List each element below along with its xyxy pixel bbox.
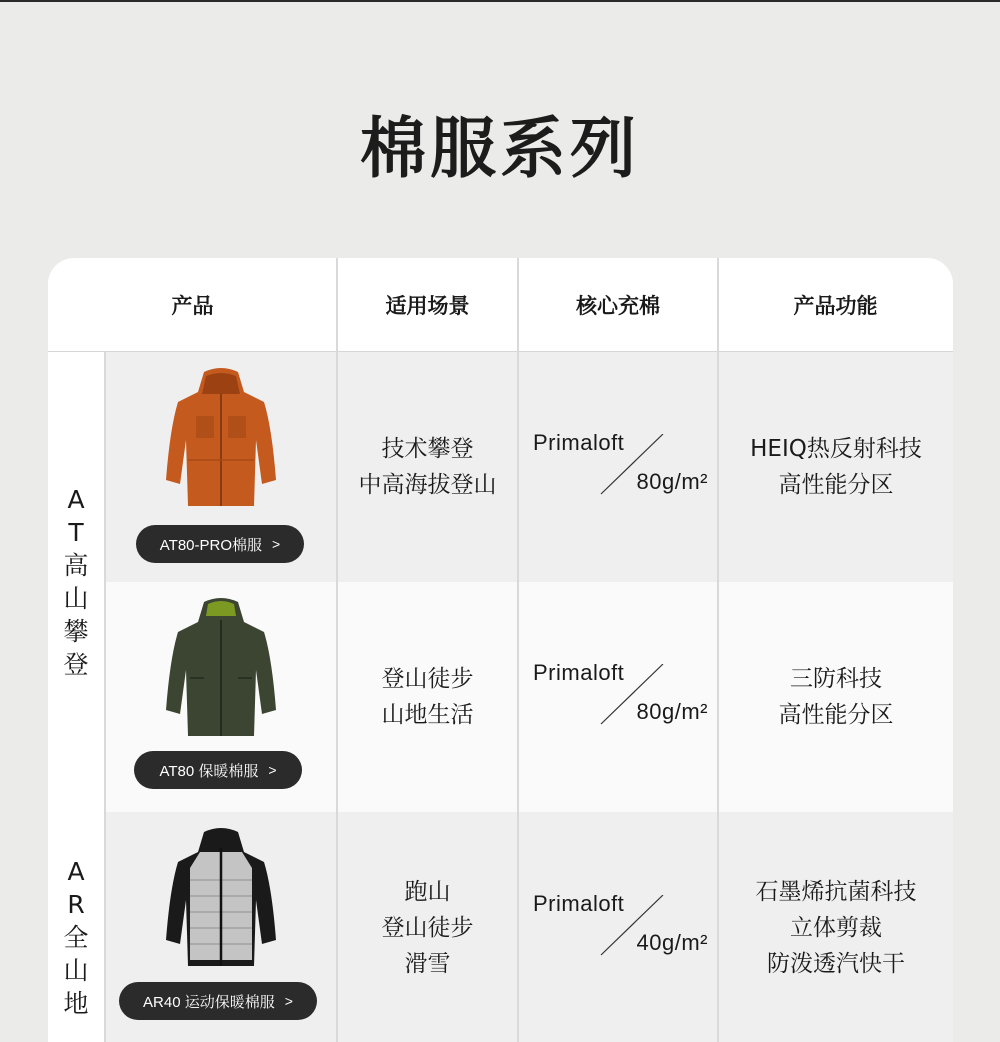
group-ar-all-terrain bbox=[48, 812, 104, 1042]
fill-weight: 80g/m² bbox=[636, 699, 708, 724]
chevron-right-icon: > bbox=[268, 762, 277, 778]
orange-jacket-icon bbox=[160, 368, 282, 518]
group-char: 攀 bbox=[63, 617, 89, 646]
green-jacket-icon bbox=[160, 598, 282, 748]
group-char: 登 bbox=[63, 650, 89, 679]
fill-weight: 80g/m² bbox=[636, 469, 708, 494]
group-char: 高 bbox=[63, 551, 89, 580]
product-name: AT80 保暖棉服 bbox=[159, 762, 259, 780]
header-features: 产品功能 bbox=[793, 294, 878, 318]
fill-cell bbox=[519, 582, 718, 812]
group-at-mountaineering bbox=[48, 352, 104, 812]
header-fill: 核心充棉 bbox=[576, 294, 660, 318]
product-cell bbox=[105, 582, 337, 812]
features-cell bbox=[719, 812, 953, 1042]
scene-cell bbox=[337, 582, 518, 812]
chevron-right-icon: > bbox=[284, 993, 293, 1009]
product-link-ar40[interactable] bbox=[119, 982, 317, 1020]
feature-item: 防泼透汽快干 bbox=[767, 951, 905, 977]
hybrid-jacket-icon bbox=[160, 828, 282, 978]
fill-cell bbox=[519, 812, 718, 1042]
fill-brand: Primaloft bbox=[533, 660, 625, 685]
scene-item: 山地生活 bbox=[381, 702, 474, 728]
comparison-table bbox=[48, 258, 953, 1042]
scene-item: 跑山 bbox=[404, 879, 451, 905]
feature-item: 高性能分区 bbox=[778, 702, 894, 728]
group-char: 地 bbox=[63, 988, 89, 1018]
features-cell bbox=[719, 352, 953, 582]
group-char: T bbox=[68, 518, 84, 547]
divider bbox=[517, 258, 519, 1042]
group-char: 山 bbox=[63, 584, 89, 613]
scene-item: 滑雪 bbox=[404, 951, 451, 977]
table-header bbox=[48, 258, 953, 352]
table-row bbox=[105, 582, 953, 812]
group-char: 全 bbox=[63, 922, 89, 952]
feature-item: 立体剪裁 bbox=[790, 915, 882, 941]
group-char: 山 bbox=[63, 955, 89, 985]
header-scene: 适用场景 bbox=[385, 294, 470, 318]
group-char: R bbox=[67, 889, 85, 919]
top-border bbox=[0, 0, 1000, 2]
scene-cell bbox=[337, 812, 518, 1042]
feature-item: 三防科技 bbox=[790, 666, 882, 692]
product-cell bbox=[105, 812, 337, 1042]
feature-item: 石墨烯抗菌科技 bbox=[755, 879, 917, 905]
page-title: 棉服系列 bbox=[360, 110, 640, 187]
header-product: 产品 bbox=[171, 294, 214, 318]
scene-item: 登山徒步 bbox=[381, 666, 474, 692]
chevron-right-icon: > bbox=[272, 536, 281, 552]
product-name: AR40 运动保暖棉服 bbox=[143, 993, 275, 1011]
divider bbox=[104, 352, 106, 1042]
product-name: AT80-PRO棉服 bbox=[159, 536, 263, 554]
scene-item: 中高海拔登山 bbox=[358, 472, 497, 498]
product-cell bbox=[105, 352, 337, 582]
table-row bbox=[105, 812, 953, 1042]
feature-item: HEIQ热反射科技 bbox=[750, 436, 922, 462]
divider bbox=[336, 258, 338, 1042]
fill-cell bbox=[519, 352, 718, 582]
scene-cell bbox=[337, 352, 518, 582]
scene-item: 技术攀登 bbox=[381, 436, 474, 462]
group-char: A bbox=[67, 856, 85, 886]
product-link-at80[interactable] bbox=[134, 751, 302, 789]
table-row bbox=[105, 352, 953, 582]
fill-brand: Primaloft bbox=[533, 430, 625, 455]
scene-item: 登山徒步 bbox=[381, 915, 474, 941]
fill-brand: Primaloft bbox=[533, 891, 625, 916]
features-cell bbox=[719, 582, 953, 812]
divider bbox=[717, 258, 719, 1042]
product-link-at80-pro[interactable] bbox=[136, 525, 304, 563]
group-char: A bbox=[67, 485, 85, 514]
fill-weight: 40g/m² bbox=[636, 930, 708, 955]
feature-item: 高性能分区 bbox=[778, 472, 894, 498]
